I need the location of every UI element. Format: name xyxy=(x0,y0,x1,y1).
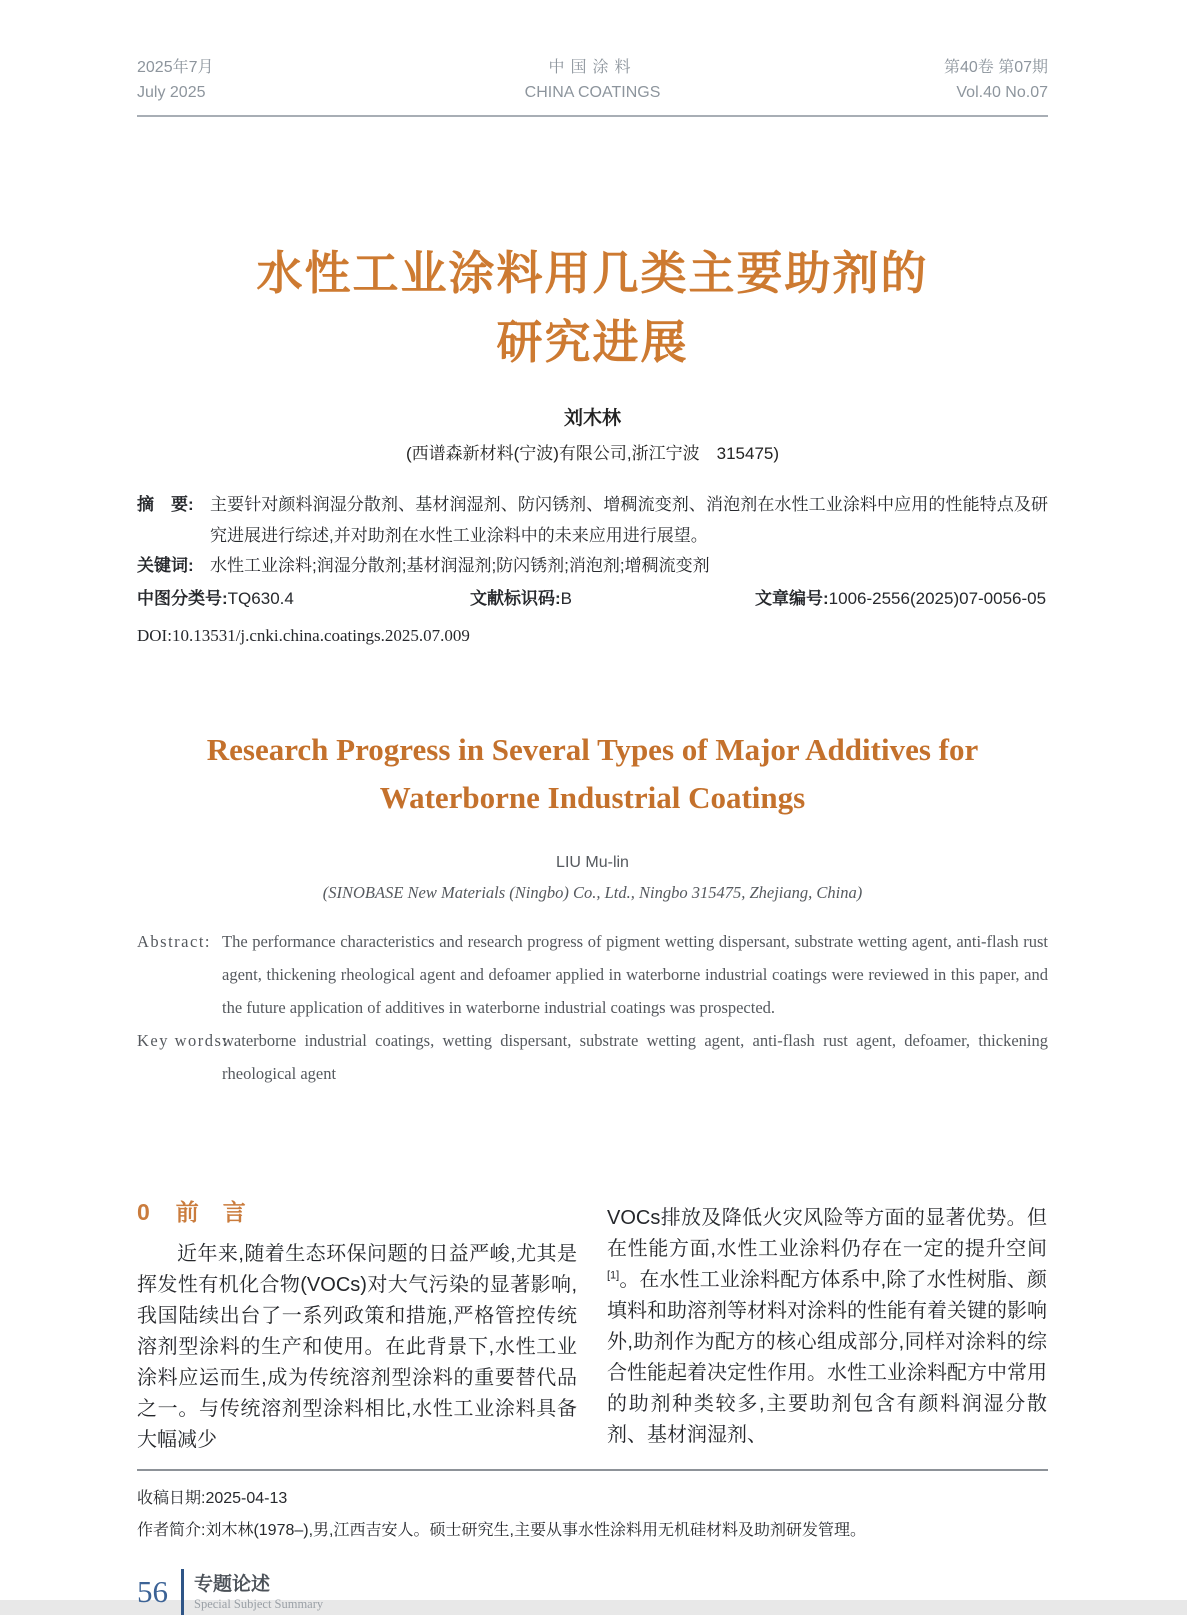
document-code xyxy=(470,584,755,615)
clc-number xyxy=(137,584,470,615)
header-issue-en: Vol.40 No.07 xyxy=(956,83,1048,101)
citation-ref-1: [1] xyxy=(607,1269,620,1282)
header-issue-cn: 第40卷 第07期 xyxy=(943,59,1048,76)
chinese-meta-block xyxy=(137,490,1048,653)
journal-header xyxy=(137,0,1048,117)
intro-right-pre: VOCs排放及降低火灾风险等方面的显著优势。但在性能方面,水性工业涂料仍存在一定的提升空间 xyxy=(607,1207,1047,1261)
received-date-value: 2025-04-13 xyxy=(205,1490,288,1508)
article-id-label: 文章编号: xyxy=(755,589,829,609)
page-number: 56 xyxy=(137,1574,168,1610)
article-title-cn xyxy=(137,239,1048,377)
author-bio-label: 作者简介: xyxy=(137,1522,206,1540)
author-name-cn: 刘木林 xyxy=(563,407,621,429)
article-title-cn-line1: 水性工业涂料用几类主要助剂的 xyxy=(256,246,929,299)
author-bio-line xyxy=(137,1515,1048,1547)
abstract-cn xyxy=(137,490,1048,552)
header-journal-title-en: CHINA COATINGS xyxy=(524,83,661,101)
abstract-en-label: Abstract: xyxy=(137,932,211,952)
intro-right-post: 。在水性工业涂料配方体系中,除了水性树脂、颜填料和助溶剂等材料对涂料的性能有着关键的影响外,助剂作为配方的核心组成部分,同样对涂料的综合性能起着决定性作用。水性工业涂料配方中常用的助剂种类较多,主要助剂包含有颜料润湿分散剂、基材润湿剂、 xyxy=(607,1269,1047,1447)
column-name-block xyxy=(194,1573,323,1613)
received-date-label: 收稿日期: xyxy=(137,1490,206,1508)
doi: DOI:10.13531/j.cnki.china.coatings.2025.07.009 xyxy=(137,626,470,646)
author-bio-text: 刘木林(1978–),男,江西吉安人。硕士研究生,主要从事水性涂料用无机硅材料及助剂研发管理。 xyxy=(205,1522,866,1540)
header-date-cn: 2025年7月 xyxy=(137,59,214,76)
article-id-value: 1006-2556(2025)07-0056-05 xyxy=(828,589,1047,609)
clc-label: 中图分类号: xyxy=(137,589,228,609)
author-name-en: LIU Mu-lin xyxy=(556,854,629,872)
article-title-en xyxy=(137,726,1048,822)
article-id xyxy=(755,584,1048,615)
document-code-value: B xyxy=(560,589,573,609)
section-title: 前言 xyxy=(175,1199,270,1226)
author-affiliation-en: (SINOBASE New Materials (Ningbo) Co., Ltd., Ningbo 315475, Zhejiang, China) xyxy=(322,883,863,903)
page-footer xyxy=(137,1569,1048,1615)
header-journal-title-cn: 中国涂料 xyxy=(548,59,637,76)
body-columns xyxy=(137,1194,1048,1456)
intro-paragraph-right xyxy=(607,1203,1047,1451)
classification-row xyxy=(137,584,1048,615)
header-journal-block xyxy=(357,56,828,106)
keywords-cn-text: 水性工业涂料;润湿分散剂;基材润湿剂;防闪锈剂;消泡剂;增稠流变剂 xyxy=(210,556,710,576)
clc-value: TQ630.4 xyxy=(227,589,294,609)
received-date-line xyxy=(137,1483,1048,1515)
body-column-left xyxy=(137,1194,577,1456)
abstract-en xyxy=(137,925,1048,1024)
body-column-right xyxy=(607,1194,1047,1456)
english-meta-block xyxy=(137,925,1048,1090)
keywords-en-label: Key words: xyxy=(137,1031,229,1051)
abstract-en-text: The performance characteristics and research progress of pigment wetting dispersant, substrate wetting agent, anti-flash rust agent, thickening rheological agent and defoamer applied in waterborne industrial coatings were reviewed in this paper, and the future application of additives in waterborne industrial coatings was prospected. xyxy=(222,932,1048,1018)
keywords-cn-label: 关键词: xyxy=(137,556,194,576)
section-heading xyxy=(137,1194,577,1227)
column-name-en: Special Subject Summary xyxy=(194,1597,324,1612)
article-title-en-line1: Research Progress in Several Types of Major Additives for xyxy=(206,732,979,768)
footnote-block xyxy=(137,1469,1048,1547)
abstract-cn-label: 摘 要: xyxy=(137,494,194,514)
intro-paragraph-left: 近年来,随着生态环保问题的日益严峻,尤其是挥发性有机化合物(VOCs)对大气污染的显著影响,我国陆续出台了一系列政策和措施,严格管控传统溶剂型涂料的生产和使用。在此背景下,水性工业涂料应运而生,成为传统溶剂型涂料的重要替代品之一。与传统溶剂型涂料相比,水性工业涂料具备大幅减少 xyxy=(137,1243,577,1452)
article-title-en-line2: Waterborne Industrial Coatings xyxy=(379,780,806,816)
abstract-cn-text: 主要针对颜料润湿分散剂、基材润湿剂、防闪锈剂、增稠流变剂、消泡剂在水性工业涂料中应用的性能特点及研究进展进行综述,并对助剂在水性工业涂料中的未来应用进行展望。 xyxy=(210,494,1048,545)
keywords-en-text: waterborne industrial coatings, wetting dispersant, substrate wetting agent, anti-flash rust agent, defoamer, thickening rheological agent xyxy=(222,1031,1048,1084)
header-issue-block xyxy=(828,56,1048,106)
article-title-cn-line2: 研究进展 xyxy=(496,315,689,368)
footer-divider-bar xyxy=(181,1569,184,1615)
keywords-cn xyxy=(137,551,1048,582)
author-affiliation-cn: (西谱森新材料(宁波)有限公司,浙江宁波 315475) xyxy=(405,443,780,463)
header-date-block xyxy=(137,56,357,106)
document-code-label: 文献标识码: xyxy=(470,589,561,609)
header-date-en: July 2025 xyxy=(137,83,206,101)
column-name-cn: 专题论述 xyxy=(194,1573,271,1595)
keywords-en xyxy=(137,1024,1048,1090)
section-number: 0 xyxy=(137,1199,150,1226)
